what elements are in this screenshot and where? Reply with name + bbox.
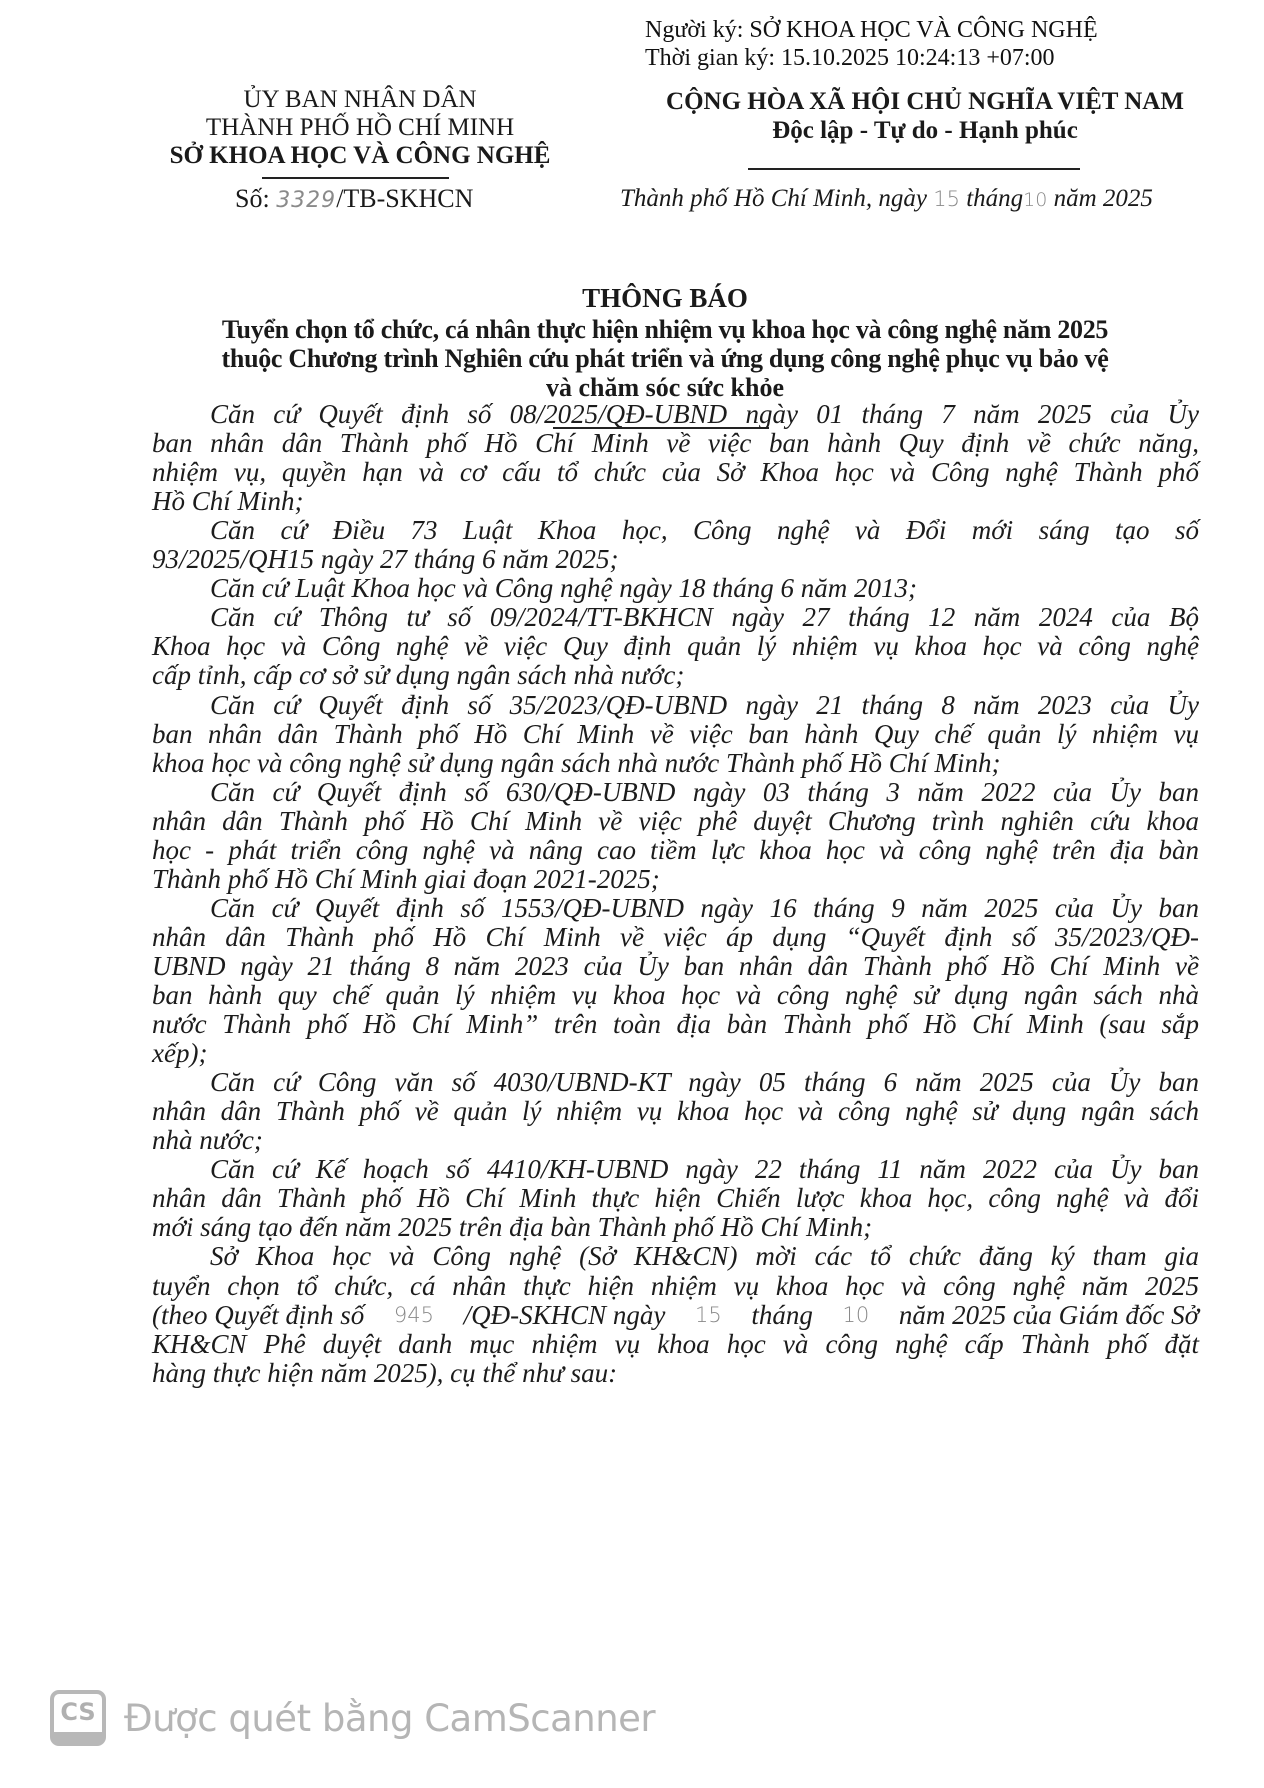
body-line: Thành phố Hồ Chí Minh giai đoạn 2021-2025; [152,863,660,894]
body-line: nhà nước; [152,1125,263,1156]
body-line: Căn cứ Quyết định số 1553/QĐ-UBND ngày 16 tháng 9 năm 2025 của Ủy ban [210,892,1199,923]
body-line: ban hành quy chế quản lý nhiệm vụ khoa học và công nghệ sử dụng ngân sách nhà [152,980,1199,1010]
body-line: nước Thành phố Hồ Chí Minh” trên toàn địa bàn Thành phố Hồ Chí Minh (sau sắp [152,1009,1199,1040]
body-line: 93/2025/QH15 ngày 27 tháng 6 năm 2025; [152,544,619,575]
body-line-tail: hàng thực hiện năm 2025), cụ thể như sau: [152,1357,618,1388]
body-line: ban nhân dân Thành phố Hồ Chí Minh về việc ban hành Quy định về chức năng, [152,428,1199,459]
body-line: nhân dân Thành phố Hồ Chí Minh về việc áp dụng “Quyết định số 35/2023/QĐ- [152,921,1199,952]
body-line: Căn cứ Điều 73 Luật Khoa học, Công nghệ và Đổi mới sáng tạo số [210,515,1199,546]
body-line: khoa học và công nghệ sử dụng ngân sách nhà nước Thành phố Hồ Chí Minh; [152,747,1001,778]
signer-line: Người ký: SỞ KHOA HỌC VÀ CÔNG NGHỆ [645,17,1098,43]
body-line-decision [152,1301,1199,1330]
decision-day-handwritten: 15 [694,1302,722,1327]
camscanner-logo-text: CS [60,1698,96,1726]
body-line-tail: KH&CN Phê duyệt danh mục nhiệm vụ khoa học và công nghệ cấp Thành phố đặt [152,1328,1199,1359]
decision-suffix: năm 2025 của Giám đốc Sở [898,1299,1199,1330]
body-line: Hồ Chí Minh; [152,486,304,517]
camscanner-logo-bar [54,1732,102,1742]
decision-prefix: (theo Quyết định số [152,1299,365,1330]
date-prefix: Thành phố Hồ Chí Minh, ngày [620,185,927,212]
notice-heading: THÔNG BÁO [582,283,748,313]
body-line: cấp tỉnh, cấp cơ sở sử dụng ngân sách nhà nước; [152,660,685,691]
body-line: xếp); [152,1038,208,1069]
signing-time-line: Thời gian ký: 15.10.2025 10:24:13 +07:00 [645,45,1055,71]
national-motto: Độc lập - Tự do - Hạnh phúc [772,117,1078,144]
body-line: nhân dân Thành phố Hồ Chí Minh về việc phê duyệt Chương trình nghiên cứu khoa [152,805,1199,836]
date-day-handwritten: 15 [933,187,960,211]
body-line: Căn cứ Kế hoạch số 4410/KH-UBND ngày 22 tháng 11 năm 2022 của Ủy ban [210,1154,1199,1185]
body-line: nhiệm vụ, quyền hạn và cơ cấu tổ chức của Sở Khoa học và Công nghệ Thành phố [152,457,1199,488]
body-line: Căn cứ Thông tư số 09/2024/TT-BKHCN ngày 27 tháng 12 năm 2024 của Bộ [210,602,1199,633]
document-number-handwritten: 3329 [276,188,337,213]
header-left-agency: SỞ KHOA HỌC VÀ CÔNG NGHỆ [169,142,551,169]
body-line: nhân dân Thành phố Hồ Chí Minh thực hiện Chiến lược khoa học, công nghệ và đổi [152,1183,1199,1214]
body-line: UBND ngày 21 tháng 8 năm 2023 của Ủy ban nhân dân Thành phố Hồ Chí Minh về [152,950,1199,981]
date-month-label: tháng [966,185,1024,212]
camscanner-logo-icon [50,1690,106,1746]
notice-title-line3: và chăm sóc sức khỏe [545,373,785,402]
body-line: Căn cứ Luật Khoa học và Công nghệ ngày 18 tháng 6 năm 2013; [210,573,917,604]
decision-number-handwritten: 945 [393,1302,434,1327]
document-number [235,184,473,214]
header-left-line1: ỦY BAN NHÂN DÂN [243,86,477,113]
document-date [620,185,1153,213]
body-line: nhân dân Thành phố về quản lý nhiệm vụ khoa học và công nghệ sử dụng ngân sách [152,1096,1199,1127]
notice-title-line2: thuộc Chương trình Nghiên cứu phát triển và ứng dụng công nghệ phục vụ bảo vệ [221,344,1109,373]
body-line: Căn cứ Quyết định số 35/2023/QĐ-UBND ngày 21 tháng 8 năm 2023 của Ủy [210,689,1199,720]
date-month-handwritten: 10 [1023,189,1048,211]
document-number-suffix: /TB-SKHCN [336,184,474,213]
body-line: Căn cứ Công văn số 4030/UBND-KT ngày 05 tháng 6 năm 2025 của Ủy ban [210,1067,1199,1098]
national-title: CỘNG HÒA XÃ HỘI CHỦ NGHĨA VIỆT NAM [666,88,1184,115]
header-left-underline [262,177,449,179]
document-number-prefix: Số: [235,184,270,213]
decision-mid1: /QĐ-SKHCN ngày [463,1299,666,1330]
body-line: Căn cứ Quyết định số 630/QĐ-UBND ngày 03 tháng 3 năm 2022 của Ủy ban [210,776,1199,807]
body-line: Khoa học và Công nghệ về việc Quy định quản lý nhiệm vụ khoa học và công nghệ [152,631,1199,662]
header-left-line2: THÀNH PHỐ HỒ CHÍ MINH [205,114,515,141]
notice-title-line1: Tuyển chọn tổ chức, cá nhân thực hiện nhiệm vụ khoa học và công nghệ năm 2025 [221,315,1109,344]
body-line: Căn cứ Quyết định số 08/2025/QĐ-UBND ngày 01 tháng 7 năm 2025 của Ủy [210,399,1199,429]
header-right-underline [748,168,1080,170]
body-line: ban nhân dân Thành phố Hồ Chí Minh về việc ban hành Quy chế quản lý nhiệm vụ [152,718,1199,749]
body-line: tuyển chọn tổ chức, cá nhân thực hiện nhiệm vụ khoa học và công nghệ năm 2025 [152,1270,1199,1301]
decision-month-handwritten: 10 [842,1302,870,1327]
camscanner-text: Được quét bằng CamScanner [124,1696,656,1740]
decision-mid2: tháng [751,1299,813,1330]
camscanner-watermark [50,1690,655,1746]
date-suffix: năm 2025 [1053,185,1153,212]
body-line: học - phát triển công nghệ và nâng cao tiềm lực khoa học và công nghệ trên địa bàn [152,834,1199,865]
body-line: Sở Khoa học và Công nghệ (Sở KH&CN) mời các tổ chức đăng ký tham gia [210,1241,1199,1272]
body-line: mới sáng tạo đến năm 2025 trên địa bàn Thành phố Hồ Chí Minh; [152,1212,873,1243]
